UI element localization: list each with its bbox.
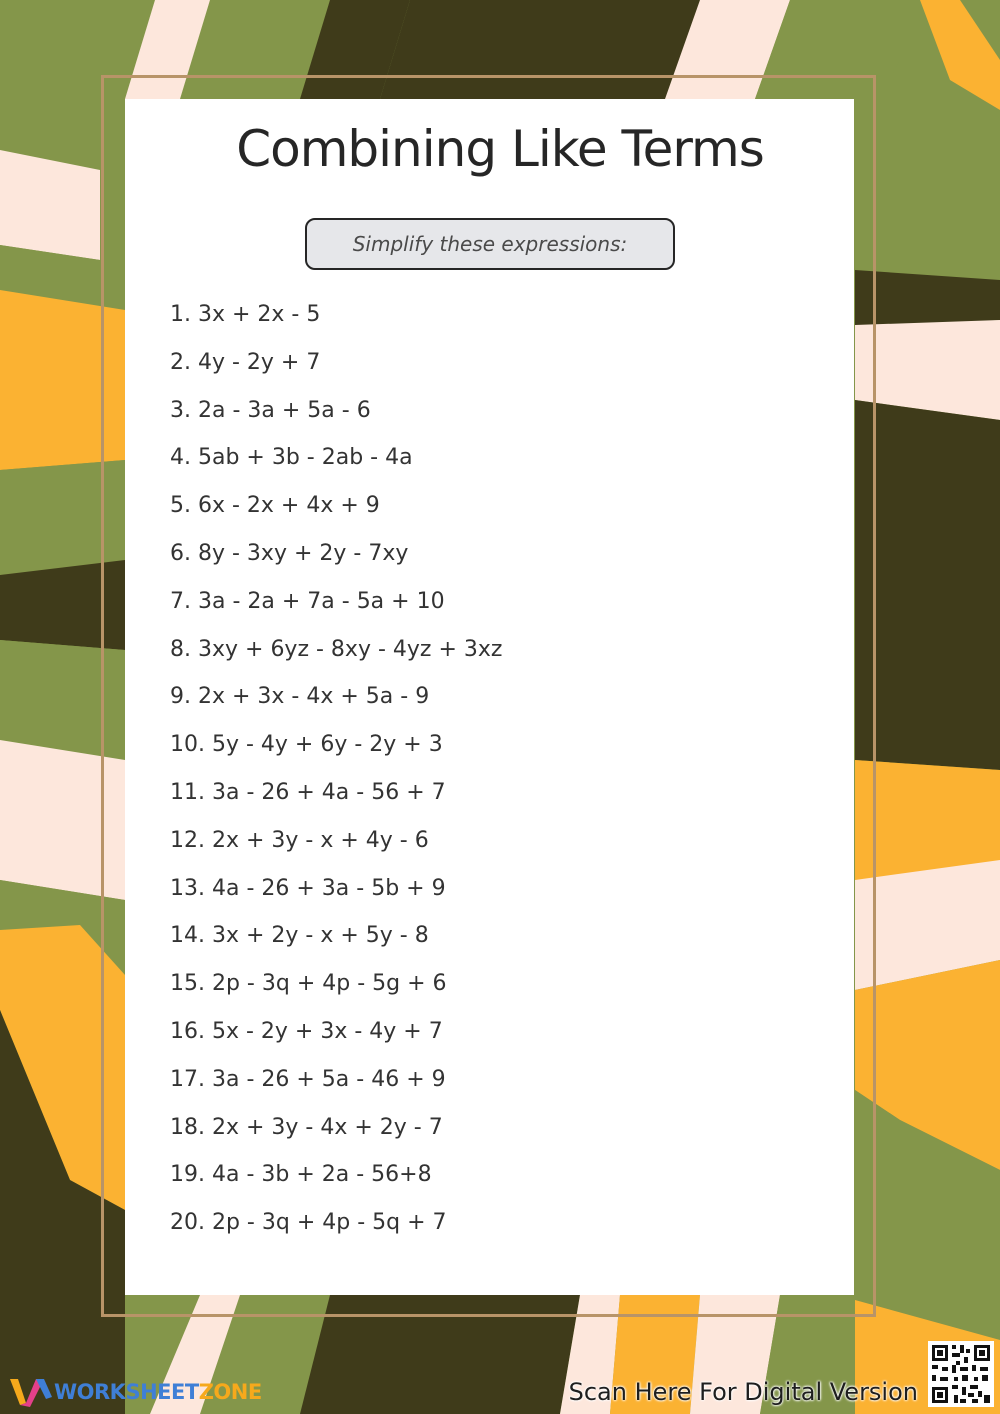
problem-item: 7. 3a - 2a + 7a - 5a + 10 xyxy=(170,588,445,614)
worksheetzone-logo[interactable] xyxy=(8,1374,262,1410)
problem-item: 16. 5x - 2y + 3x - 4y + 7 xyxy=(170,1018,443,1044)
problem-item: 13. 4a - 26 + 3a - 5b + 9 xyxy=(170,875,446,901)
problem-item: 12. 2x + 3y - x + 4y - 6 xyxy=(170,827,429,853)
problem-item: 8. 3xy + 6yz - 8xy - 4yz + 3xz xyxy=(170,636,503,662)
scan-instruction: Scan Here For Digital Version xyxy=(568,1378,918,1406)
problem-item: 5. 6x - 2x + 4x + 9 xyxy=(170,493,380,519)
problem-item: 11. 3a - 26 + 4a - 56 + 7 xyxy=(170,779,446,805)
problem-list xyxy=(170,300,502,1256)
problem-item: 20. 2p - 3q + 4p - 5q + 7 xyxy=(170,1210,447,1236)
worksheet-title: Combining Like Terms xyxy=(236,120,764,178)
qr-code-icon[interactable] xyxy=(928,1341,994,1407)
problem-item: 9. 2x + 3x - 4x + 5a - 9 xyxy=(170,684,430,710)
problem-item: 17. 3a - 26 + 5a - 46 + 9 xyxy=(170,1066,446,1092)
problem-item: 19. 4a - 3b + 2a - 56+8 xyxy=(170,1162,432,1188)
w-logo-icon xyxy=(8,1375,54,1409)
problem-item: 10. 5y - 4y + 6y - 2y + 3 xyxy=(170,732,443,758)
problem-item: 4. 5ab + 3b - 2ab - 4a xyxy=(170,445,413,471)
problem-item: 14. 3x + 2y - x + 5y - 8 xyxy=(170,923,429,949)
problem-item: 2. 4y - 2y + 7 xyxy=(170,349,321,375)
brand-name-part2: ZONE xyxy=(198,1380,262,1404)
problem-item: 1. 3x + 2x - 5 xyxy=(170,302,321,327)
problem-item: 18. 2x + 3y - 4x + 2y - 7 xyxy=(170,1114,443,1140)
problem-item: 15. 2p - 3q + 4p - 5g + 6 xyxy=(170,971,447,997)
brand-name xyxy=(54,1380,262,1404)
problem-item: 6. 8y - 3xy + 2y - 7xy xyxy=(170,540,409,566)
instruction-text: Simplify these expressions: xyxy=(352,232,628,256)
brand-name-part1: WORKSHEET xyxy=(54,1380,199,1404)
problem-item: 3. 2a - 3a + 5a - 6 xyxy=(170,397,371,423)
instruction-box xyxy=(305,218,675,270)
